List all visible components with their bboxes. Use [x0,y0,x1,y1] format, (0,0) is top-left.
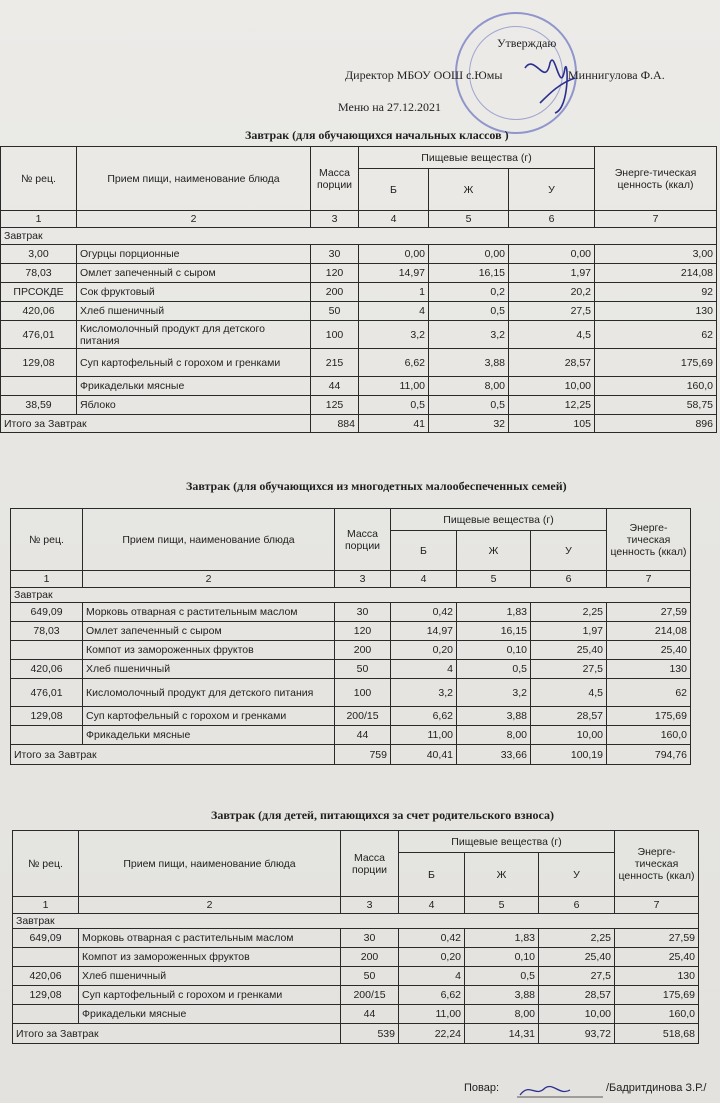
protein: 0,20 [391,641,457,660]
carbs: 27,5 [539,967,615,986]
dish-name: Морковь отварная с растительным маслом [83,603,335,622]
fat: 3,2 [457,679,531,707]
protein: 6,62 [399,986,465,1005]
col-index: 6 [509,211,595,228]
col-index: 3 [335,571,391,588]
recipe-num: 649,09 [11,603,83,622]
portion-mass: 200 [341,948,399,967]
table-row [11,603,691,622]
energy: 130 [615,967,699,986]
carbs: 28,57 [539,986,615,1005]
col-zh-header: Ж [429,169,509,211]
table-row [1,377,717,396]
table-row [1,349,717,377]
energy: 62 [595,321,717,349]
fat: 8,00 [457,726,531,745]
fat: 0,5 [465,967,539,986]
dish-name: Фрикадельки мясные [83,726,335,745]
protein: 0,00 [359,245,429,264]
energy: 175,69 [607,707,691,726]
energy: 160,0 [595,377,717,396]
total-carbs: 100,19 [531,745,607,765]
col-index: 5 [429,211,509,228]
protein: 6,62 [391,707,457,726]
col-index: 7 [595,211,717,228]
table-row [13,986,699,1005]
menu-table-1 [0,146,717,433]
carbs: 27,5 [531,660,607,679]
dish-name: Кисломолочный продукт для детского питания [83,679,335,707]
menu-table-2 [10,508,691,765]
total-row [1,415,717,433]
table-row [11,660,691,679]
recipe-num: 420,06 [11,660,83,679]
recipe-num: 78,03 [11,622,83,641]
protein: 11,00 [359,377,429,396]
table-row [1,245,717,264]
dish-name: Хлеб пшеничный [83,660,335,679]
col-index: 2 [77,211,311,228]
fat: 0,2 [429,283,509,302]
energy: 175,69 [615,986,699,1005]
protein: 1 [359,283,429,302]
protein: 14,97 [391,622,457,641]
col-b-header: Б [359,169,429,211]
section-2-title: Завтрак (для обучающихся из многодетных малообеспеченных семей) [186,479,567,493]
col-num-header: № рец. [13,831,79,897]
portion-mass: 30 [335,603,391,622]
portion-mass: 44 [341,1005,399,1024]
recipe-num: 129,08 [13,986,79,1005]
col-energy-header: Энерге-тическая ценность (ккал) [595,147,717,211]
dish-name: Суп картофельный с горохом и гренками [83,707,335,726]
col-index: 1 [11,571,83,588]
carbs: 4,5 [509,321,595,349]
cook-label: Повар: [464,1082,500,1094]
col-index: 4 [359,211,429,228]
carbs: 12,25 [509,396,595,415]
section-3-title: Завтрак (для детей, питающихся за счет родительского взноса) [211,808,554,822]
energy: 214,08 [595,264,717,283]
carbs: 28,57 [509,349,595,377]
director-name: Миннигулова Ф.А. [568,68,665,82]
dish-name: Хлеб пшеничный [79,967,341,986]
protein: 4 [391,660,457,679]
total-mass: 539 [341,1024,399,1044]
col-index: 2 [79,897,341,914]
recipe-num: 129,08 [11,707,83,726]
recipe-num: 476,01 [1,321,77,349]
col-zh-header: Ж [457,531,531,571]
energy: 3,00 [595,245,717,264]
protein: 0,42 [399,929,465,948]
total-label: Итого за Завтрак [11,745,335,765]
energy: 27,59 [615,929,699,948]
portion-mass: 100 [335,679,391,707]
fat: 0,10 [457,641,531,660]
carbs: 0,00 [509,245,595,264]
carbs: 10,00 [531,726,607,745]
total-mass: 884 [311,415,359,433]
table-row [11,726,691,745]
col-name-header: Прием пищи, наименование блюда [77,147,311,211]
approve-label: Утверждаю [497,36,557,50]
table-row [13,929,699,948]
table-row [13,1005,699,1024]
dish-name: Компот из замороженных фруктов [83,641,335,660]
energy: 58,75 [595,396,717,415]
fat: 3,2 [429,321,509,349]
col-index: 1 [13,897,79,914]
recipe-num: 420,06 [13,967,79,986]
table-row [11,679,691,707]
dish-name: Сок фруктовый [77,283,311,302]
recipe-num: 3,00 [1,245,77,264]
fat: 0,5 [429,396,509,415]
portion-mass: 200 [335,641,391,660]
fat: 3,88 [429,349,509,377]
protein: 11,00 [399,1005,465,1024]
energy: 175,69 [595,349,717,377]
dish-name: Яблоко [77,396,311,415]
portion-mass: 215 [311,349,359,377]
recipe-num: 129,08 [1,349,77,377]
recipe-num [1,377,77,396]
protein: 0,5 [359,396,429,415]
col-index: 7 [607,571,691,588]
dish-name: Омлет запеченный с сыром [77,264,311,283]
recipe-num: 649,09 [13,929,79,948]
energy: 62 [607,679,691,707]
recipe-num: 78,03 [1,264,77,283]
fat: 16,15 [457,622,531,641]
dish-name: Фрикадельки мясные [77,377,311,396]
portion-mass: 100 [311,321,359,349]
protein: 3,2 [391,679,457,707]
col-mass-header: Масса порции [311,147,359,211]
col-mass-header: Масса порции [341,831,399,897]
fat: 0,00 [429,245,509,264]
portion-mass: 200/15 [335,707,391,726]
table-row [1,396,717,415]
portion-mass: 200 [311,283,359,302]
col-mass-header: Масса порции [335,509,391,571]
table-row [1,302,717,321]
menu-table-3 [12,830,699,1044]
fat: 1,83 [465,929,539,948]
fat: 0,10 [465,948,539,967]
col-u-header: У [509,169,595,211]
col-b-header: Б [399,853,465,897]
recipe-num: 420,06 [1,302,77,321]
col-energy-header: Энерге-тическая ценность (ккал) [607,509,691,571]
meal-label: Завтрак [11,588,691,603]
fat: 3,88 [457,707,531,726]
table-row [1,321,717,349]
meal-label: Завтрак [13,914,699,929]
col-index: 4 [399,897,465,914]
dish-name: Суп картофельный с горохом и гренками [79,986,341,1005]
energy: 25,40 [607,641,691,660]
total-fat: 32 [429,415,509,433]
carbs: 1,97 [531,622,607,641]
recipe-num: 476,01 [11,679,83,707]
dish-name: Суп картофельный с горохом и гренками [77,349,311,377]
dish-name: Кисломолочный продукт для детского питания [77,321,311,349]
meal-label: Завтрак [1,228,717,245]
protein: 3,2 [359,321,429,349]
col-index: 2 [83,571,335,588]
carbs: 2,25 [539,929,615,948]
director-signature [520,48,580,118]
total-label: Итого за Завтрак [1,415,311,433]
protein: 14,97 [359,264,429,283]
protein: 0,42 [391,603,457,622]
dish-name: Хлеб пшеничный [77,302,311,321]
col-energy-header: Энерге-тическая ценность (ккал) [615,831,699,897]
fat: 8,00 [429,377,509,396]
dish-name: Омлет запеченный с сыром [83,622,335,641]
portion-mass: 50 [341,967,399,986]
col-nutrients-header: Пищевые вещества (г) [391,509,607,531]
table-row [1,283,717,302]
portion-mass: 44 [335,726,391,745]
recipe-num [13,1005,79,1024]
total-row [13,1024,699,1044]
col-num-header: № рец. [1,147,77,211]
carbs: 10,00 [509,377,595,396]
total-fat: 33,66 [457,745,531,765]
protein: 4 [399,967,465,986]
col-index: 4 [391,571,457,588]
dish-name: Огурцы порционные [77,245,311,264]
portion-mass: 120 [311,264,359,283]
col-index: 7 [615,897,699,914]
col-u-header: У [539,853,615,897]
carbs: 27,5 [509,302,595,321]
recipe-num: ПРСОКДЕ [1,283,77,302]
col-zh-header: Ж [465,853,539,897]
portion-mass: 30 [311,245,359,264]
menu-date: Меню на 27.12.2021 [338,100,441,114]
total-carbs: 93,72 [539,1024,615,1044]
dish-name: Морковь отварная с растительным маслом [79,929,341,948]
protein: 11,00 [391,726,457,745]
portion-mass: 44 [311,377,359,396]
fat: 8,00 [465,1005,539,1024]
col-nutrients-header: Пищевые вещества (г) [359,147,595,169]
col-num-header: № рец. [11,509,83,571]
fat: 3,88 [465,986,539,1005]
carbs: 25,40 [531,641,607,660]
energy: 92 [595,283,717,302]
table-row [13,948,699,967]
carbs: 2,25 [531,603,607,622]
total-energy: 896 [595,415,717,433]
total-row [11,745,691,765]
portion-mass: 200/15 [341,986,399,1005]
table-row [11,641,691,660]
total-protein: 41 [359,415,429,433]
energy: 130 [607,660,691,679]
total-mass: 759 [335,745,391,765]
col-index: 5 [457,571,531,588]
total-energy: 518,68 [615,1024,699,1044]
recipe-num [13,948,79,967]
carbs: 4,5 [531,679,607,707]
carbs: 28,57 [531,707,607,726]
dish-name: Фрикадельки мясные [79,1005,341,1024]
table-row [13,967,699,986]
col-index: 1 [1,211,77,228]
energy: 160,0 [607,726,691,745]
portion-mass: 50 [311,302,359,321]
table-row [11,622,691,641]
energy: 27,59 [607,603,691,622]
col-index: 6 [531,571,607,588]
energy: 130 [595,302,717,321]
cook-signature [515,1080,605,1100]
portion-mass: 50 [335,660,391,679]
director-title: Директор МБОУ ООШ с.Юмы [345,68,503,82]
fat: 1,83 [457,603,531,622]
recipe-num [11,726,83,745]
protein: 0,20 [399,948,465,967]
table-row [1,264,717,283]
col-u-header: У [531,531,607,571]
col-index: 3 [341,897,399,914]
protein: 4 [359,302,429,321]
portion-mass: 120 [335,622,391,641]
total-protein: 22,24 [399,1024,465,1044]
carbs: 20,2 [509,283,595,302]
total-energy: 794,76 [607,745,691,765]
fat: 0,5 [457,660,531,679]
col-index: 6 [539,897,615,914]
col-b-header: Б [391,531,457,571]
total-protein: 40,41 [391,745,457,765]
col-index: 3 [311,211,359,228]
section-1-title: Завтрак (для обучающихся начальных классов ) [245,128,509,142]
fat: 16,15 [429,264,509,283]
portion-mass: 125 [311,396,359,415]
portion-mass: 30 [341,929,399,948]
col-name-header: Прием пищи, наименование блюда [83,509,335,571]
total-label: Итого за Завтрак [13,1024,341,1044]
total-carbs: 105 [509,415,595,433]
dish-name: Компот из замороженных фруктов [79,948,341,967]
recipe-num: 38,59 [1,396,77,415]
col-nutrients-header: Пищевые вещества (г) [399,831,615,853]
carbs: 1,97 [509,264,595,283]
recipe-num [11,641,83,660]
energy: 160,0 [615,1005,699,1024]
col-name-header: Прием пищи, наименование блюда [79,831,341,897]
fat: 0,5 [429,302,509,321]
carbs: 25,40 [539,948,615,967]
energy: 214,08 [607,622,691,641]
energy: 25,40 [615,948,699,967]
cook-name: /Бадритдинова З.Р./ [606,1082,707,1094]
protein: 6,62 [359,349,429,377]
col-index: 5 [465,897,539,914]
table-row [11,707,691,726]
carbs: 10,00 [539,1005,615,1024]
total-fat: 14,31 [465,1024,539,1044]
